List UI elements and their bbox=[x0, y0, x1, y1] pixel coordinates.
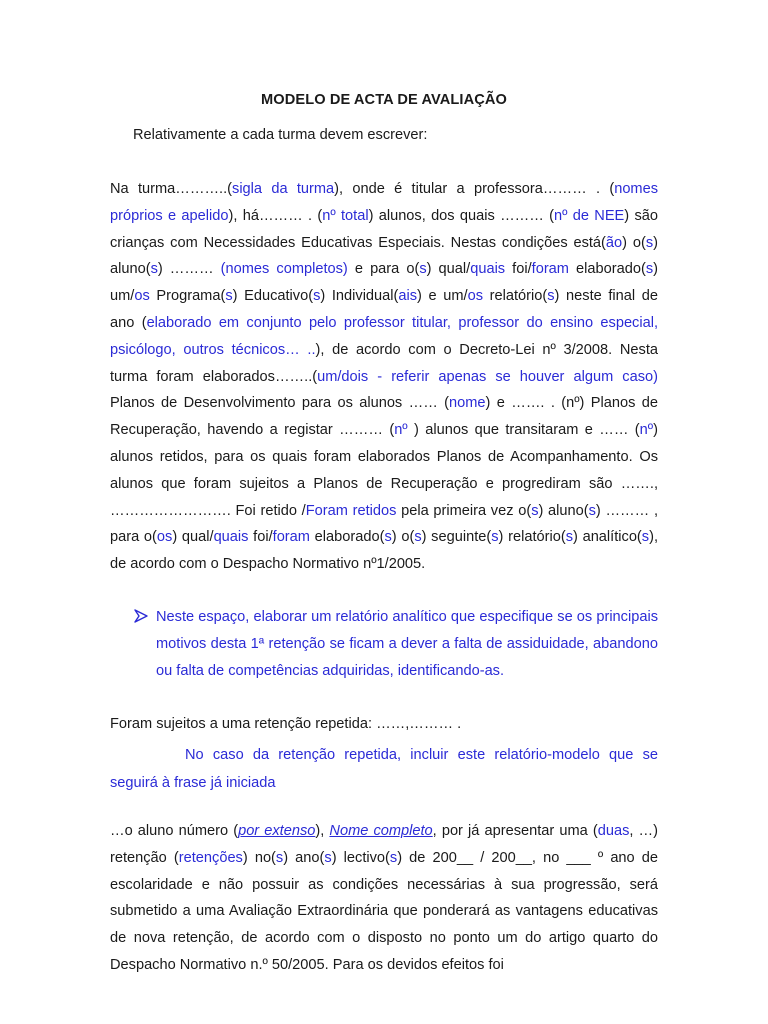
body-text: Na turma………..( bbox=[110, 181, 233, 197]
body-text: ) Educativo( bbox=[232, 288, 314, 305]
body-text: ) qual/ bbox=[426, 261, 471, 278]
placeholder-text: s bbox=[565, 529, 573, 546]
body-text: Programa( bbox=[149, 288, 226, 305]
placeholder-text: os bbox=[134, 288, 150, 305]
repeated-retention-line: Foram sujeitos a uma retenção repetida: ……,……… . bbox=[110, 716, 462, 732]
body-text: ) alunos que transitaram e …… ( bbox=[407, 422, 640, 439]
body-text: ) o( bbox=[622, 234, 646, 251]
body-text: ) seguinte( bbox=[421, 529, 492, 546]
placeholder-text: um/dois - referir apenas se houver algum caso) bbox=[317, 368, 658, 385]
body-text: ), onde é titular a professora……… . ( bbox=[334, 181, 615, 197]
placeholder-text: s bbox=[384, 529, 392, 546]
body-text: ) alunos retidos, para os quais foram elaborados Planos de Acompanhamento. Os alunos que foram sujeitos a Planos de Recuperação e progrediram são ……., ……………………. Foi retido / bbox=[110, 422, 658, 519]
body-text: e para o( bbox=[347, 261, 420, 278]
intro-line: Relativamente a cada turma devem escrever: bbox=[133, 127, 428, 143]
body-text: ) um/ bbox=[110, 261, 658, 305]
placeholder-text: os bbox=[467, 288, 484, 305]
body-text: ), bbox=[315, 823, 330, 839]
placeholder-text: sigla da turma bbox=[232, 181, 335, 197]
placeholder-text: elaborado em conjunto pelo professor titular, professor do ensino especial, psicólogo, outros técnicos… .. bbox=[110, 314, 659, 358]
body-text: pela primeira vez o( bbox=[396, 502, 532, 519]
body-text: ) no( bbox=[242, 849, 276, 866]
placeholder-text: nº bbox=[394, 422, 408, 439]
placeholder-text: nome bbox=[449, 395, 486, 412]
body-text: ), de acordo com o Decreto-Lei nº 3/2008. Nesta turma foram elaborados……..( bbox=[110, 341, 658, 385]
placeholder-text: quais bbox=[470, 261, 506, 278]
placeholder-text: foram bbox=[272, 529, 310, 546]
placeholder-text: Nome completo bbox=[329, 823, 433, 839]
body-text: ) são crianças com Necessidades Educativas Especiais. Nestas condições está( bbox=[110, 207, 658, 251]
placeholder-text: s bbox=[313, 288, 321, 305]
placeholder-text: retenções bbox=[178, 849, 243, 866]
placeholder-text: s bbox=[531, 502, 539, 519]
placeholder-text: s bbox=[547, 288, 555, 305]
document-title: MODELO DE ACTA DE AVALIAÇÃO bbox=[261, 92, 507, 108]
body-text: Planos de Desenvolvimento para os alunos …… ( bbox=[110, 395, 450, 412]
body-text: elaborado( bbox=[309, 529, 385, 546]
body-text: foi/ bbox=[248, 529, 273, 546]
repeated-note-text: No caso da retenção repetida, incluir este relatório-modelo que se seguirá à frase já iniciada bbox=[110, 747, 658, 791]
body-text: ) lectivo( bbox=[331, 849, 390, 866]
body-text: ) e um/ bbox=[417, 288, 468, 305]
body-text: ), de acordo com o Despacho Normativo nº1/2005. bbox=[110, 529, 659, 573]
body-text: foi/ bbox=[505, 261, 532, 278]
placeholder-text: nº bbox=[639, 422, 654, 439]
placeholder-text: s bbox=[419, 261, 427, 278]
placeholder-text: nomes próprios e apelido bbox=[110, 181, 659, 224]
placeholder-text: ais bbox=[398, 288, 418, 305]
body-text: ) neste final de ano ( bbox=[110, 288, 658, 331]
placeholder-text: s bbox=[225, 288, 233, 305]
body-text: ), há……… . ( bbox=[228, 207, 323, 224]
placeholder-text: s bbox=[491, 529, 499, 546]
placeholder-text: s bbox=[641, 529, 650, 546]
placeholder-text: s bbox=[275, 849, 284, 866]
placeholder-text: os bbox=[156, 529, 173, 546]
placeholder-text: foram bbox=[531, 261, 569, 278]
body-text: ) aluno( bbox=[538, 502, 589, 519]
body-text: …o aluno número ( bbox=[110, 823, 239, 839]
placeholder-text: quais bbox=[213, 529, 249, 546]
placeholder-text: ão bbox=[605, 234, 623, 251]
placeholder-text: Foram retidos bbox=[305, 502, 397, 519]
body-text: ) ……… bbox=[157, 261, 221, 278]
placeholder-text: (nomes completos) bbox=[220, 261, 348, 278]
placeholder-text: s bbox=[645, 261, 654, 278]
paragraph-aluno bbox=[110, 818, 658, 979]
placeholder-text: s bbox=[414, 529, 422, 546]
body-text: elaborado( bbox=[568, 261, 646, 278]
body-text: ) o( bbox=[391, 529, 415, 546]
body-text: ) aluno( bbox=[110, 234, 658, 278]
body-text: ) ano( bbox=[283, 849, 325, 866]
placeholder-text: nº de NEE bbox=[554, 207, 625, 224]
body-text: ) Individual( bbox=[320, 288, 399, 305]
body-text: ) relatório( bbox=[498, 529, 566, 546]
body-text: relatório( bbox=[483, 288, 548, 305]
placeholder-text: nº total bbox=[322, 207, 369, 224]
body-text: ) qual/ bbox=[172, 529, 214, 546]
placeholder-text: s bbox=[389, 849, 398, 866]
placeholder-text: por extenso bbox=[238, 823, 316, 839]
body-text: ) analítico( bbox=[573, 529, 642, 546]
placeholder-text: s bbox=[324, 849, 332, 866]
placeholder-text: duas bbox=[597, 823, 630, 839]
bullet-text: Neste espaço, elaborar um relatório analítico que especifique se os principais motivos desta 1ª retenção se ficam a dever a falta de assiduidade, abandono ou falta de competências adquiridas, identificando-as. bbox=[156, 609, 658, 679]
placeholder-text: s bbox=[588, 502, 596, 519]
body-text: ) de 200__ / 200__, no ___ º ano de escolaridade e não possuir as condições necessárias à sua progressão, será submetido a uma Avaliação Extraordinária que ponderará as vantagens educativas de nova retenção, de acordo com o disposto no ponto um do artigo quarto do Despacho Normativo n.º 50/2005. Para os devidos efeitos foi bbox=[110, 849, 659, 973]
body-text: ) alunos, dos quais ……… ( bbox=[368, 207, 555, 224]
body-text: , …) retenção ( bbox=[110, 823, 658, 866]
repeated-retention-note bbox=[110, 742, 658, 797]
paragraph-turma bbox=[110, 176, 658, 578]
body-text: ) ……… , para o( bbox=[110, 502, 658, 546]
arrow-bullet-icon bbox=[134, 609, 148, 623]
placeholder-text: s bbox=[645, 234, 654, 251]
body-text: , por já apresentar uma ( bbox=[432, 823, 598, 839]
body-text: ) e ……. . (nº) Planos de Recuperação, havendo a registar ……… ( bbox=[110, 395, 658, 439]
placeholder-text: s bbox=[150, 261, 158, 278]
